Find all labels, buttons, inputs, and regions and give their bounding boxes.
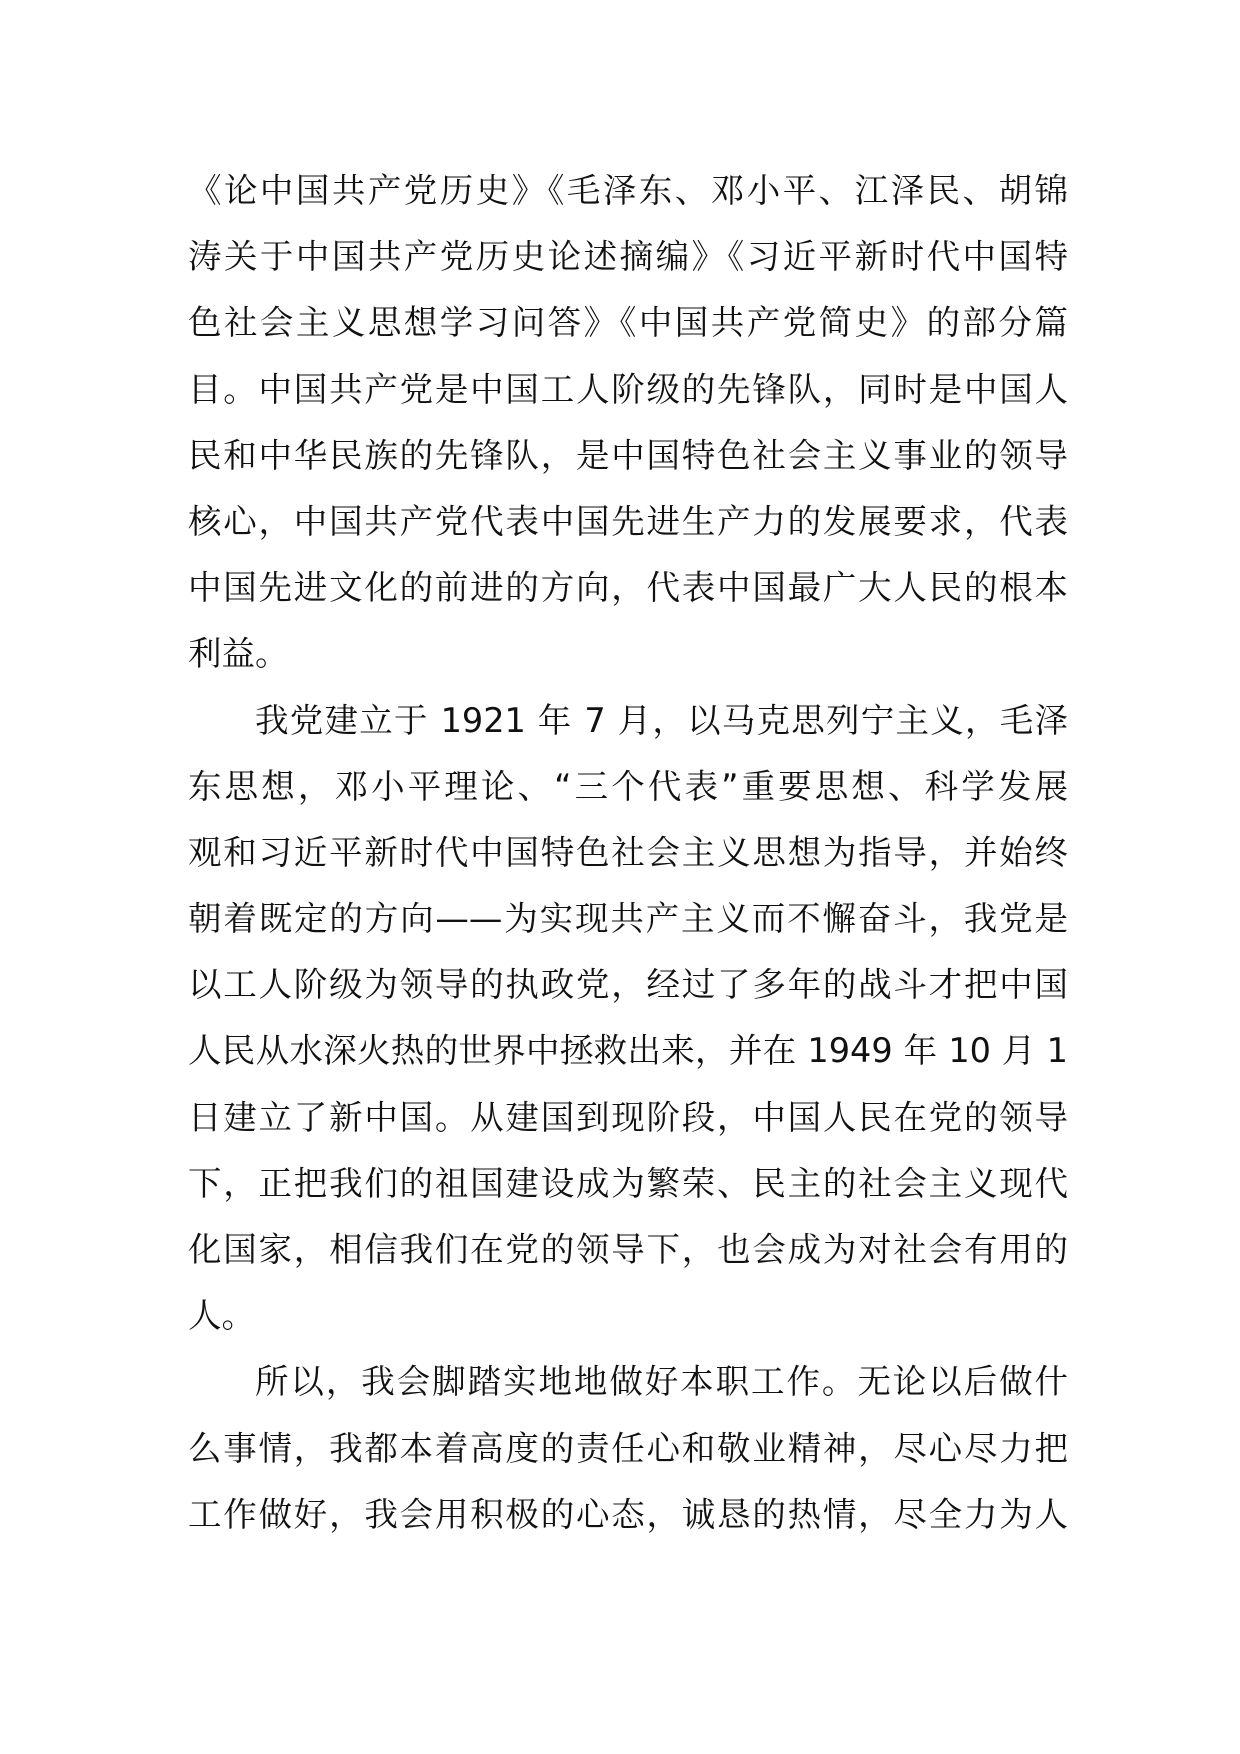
text-line: 《论中国共产党历史》《毛泽东、邓小平、江泽民、胡锦: [188, 171, 1068, 210]
text-line: 我党建立于 1921 年 7 月，以马克思列宁主义，毛泽: [255, 700, 1068, 740]
text-line: 民和中华民族的先锋队，是中国特色社会主义事业的领导: [188, 435, 1068, 475]
paragraph-2: [188, 688, 1068, 1350]
paragraph-1: [188, 158, 1068, 688]
text-line: 目。中国共产党是中国工人阶级的先锋队，同时是中国人: [188, 369, 1068, 409]
text-line: 涛关于中国共产党历史论述摘编》《习近平新时代中国特: [188, 237, 1068, 277]
text-line: 东思想，邓小平理论、“三个代表”重要思想、科学发展: [188, 766, 1068, 806]
text-line: 利益。: [188, 634, 289, 674]
text-line: 色社会主义思想学习问答》《中国共产党简史》的部分篇: [188, 303, 1068, 343]
text-line: 核心，中国共产党代表中国先进生产力的发展要求，代表: [188, 501, 1068, 541]
text-line: 工作做好，我会用积极的心态，诚恳的热情，尽全力为人: [188, 1494, 1068, 1534]
text-line: 朝着既定的方向——为实现共产主义而不懈奋斗，我党是: [188, 899, 1068, 939]
text-line: 日建立了新中国。从建国到现阶段，中国人民在党的领导: [188, 1097, 1068, 1137]
text-line: 化国家，相信我们在党的领导下，也会成为对社会有用的: [188, 1230, 1068, 1269]
text-line: 下，正把我们的祖国建设成为繁荣、民主的社会主义现代: [188, 1163, 1068, 1203]
text-line: 中国先进文化的前进的方向，代表中国最广大人民的根本: [188, 568, 1068, 608]
document-body: [188, 158, 1068, 1548]
text-line: 以工人阶级为领导的执政党，经过了多年的战斗才把中国: [188, 965, 1068, 1005]
text-line: 所以，我会脚踏实地地做好本职工作。无论以后做什: [255, 1362, 1068, 1402]
text-line: 观和习近平新时代中国特色社会主义思想为指导，并始终: [188, 832, 1068, 872]
paragraph-3: [188, 1349, 1068, 1548]
text-line: 人。: [188, 1296, 255, 1336]
text-line: 人民从水深火热的世界中拯救出来，并在 1949 年 10 月 1: [188, 1031, 1068, 1071]
text-line: 么事情，我都本着高度的责任心和敬业精神，尽心尽力把: [188, 1428, 1068, 1468]
